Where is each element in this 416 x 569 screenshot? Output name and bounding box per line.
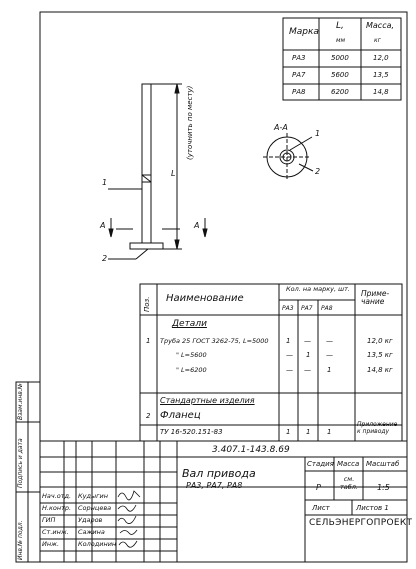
staff-role: Н.контр. (42, 504, 72, 512)
spec-row-note: 12,0 кг (367, 337, 393, 345)
staff-name: Сажина (78, 528, 105, 536)
cut-label-left: А (100, 221, 106, 230)
sheets-label: Листов 1 (356, 504, 389, 512)
title-line-2: РА3, РА7, РА8 (186, 481, 243, 490)
spec-section-details: Детали (172, 319, 207, 329)
scale-header: Масштаб (366, 460, 400, 468)
mass-row-length: 5600 (331, 71, 349, 79)
signature-2 (118, 505, 136, 511)
staff-name: Сорнцева (78, 504, 112, 512)
spec-row-q1: 1 (286, 428, 291, 436)
mass-row-mark: РА7 (292, 71, 306, 79)
signature-5 (119, 541, 137, 547)
staff-role: Инж. (42, 540, 60, 548)
scale-value: 1:5 (377, 483, 390, 492)
spec-row-pos: 2 (146, 412, 151, 420)
spec-row-name: ТУ 16-520.151-83 (160, 428, 223, 436)
mass-row-length: 5000 (331, 54, 349, 62)
pipe-lower (142, 175, 151, 243)
spec-row-pos: 1 (146, 337, 151, 345)
spec-row-q2: — (304, 337, 311, 345)
side-inv-orig: Инв.№ подл. (17, 520, 24, 560)
mass-table-header-mark: Марка (289, 27, 319, 37)
spec-row-name: Труба 25 ГОСТ 3262-75, L=5000 (160, 337, 269, 345)
stage-value: Р (316, 483, 321, 492)
spec-col-mark-3: РА8 (321, 305, 333, 312)
spec-row-q3: 1 (327, 428, 332, 436)
staff-role: Ст.инж. (42, 528, 69, 536)
spec-row-name: Фланец (160, 410, 201, 421)
spec-row-q3: — (326, 351, 333, 359)
spec-section-standard: Стандартные изделия (160, 396, 255, 405)
spec-col-note: Приме- чание (361, 289, 390, 306)
staff-role: Нач.отд. (42, 492, 72, 500)
callout-2: 2 (102, 254, 108, 263)
mass-row-mass: 14,8 (373, 88, 389, 96)
mass-row-mass: 13,5 (373, 71, 389, 79)
section-callout-2: 2 (315, 167, 321, 176)
section-callout-1: 1 (315, 129, 321, 138)
flange (130, 243, 163, 249)
signature-3 (118, 516, 136, 524)
mass-row-mark: РА8 (292, 88, 306, 96)
signature-1 (118, 491, 140, 500)
spec-col-name: Наименование (166, 293, 244, 304)
stage-header: Стадия (307, 460, 334, 468)
spec-col-qty: Кол. на марку, шт. (286, 285, 350, 293)
staff-name: Колодинин (78, 540, 117, 548)
mass-header: Масса (337, 460, 360, 468)
spec-row-q1: — (286, 351, 293, 359)
mass-row-mark: РА3 (292, 54, 306, 62)
staff-name: Ударов (78, 516, 103, 524)
mass-table-header-mass: Масса, (366, 21, 395, 30)
sheet-label: Лист (312, 504, 330, 512)
staff-name: Кудыгин (78, 492, 108, 500)
mass-table-header-mm: мм (336, 37, 346, 44)
spec-row-name: " L=5600 (176, 351, 207, 359)
spec-row-q3: 1 (327, 366, 332, 374)
doc-code: 3.407.1-143.8.69 (212, 445, 290, 455)
title-line-1: Вал привода (182, 467, 256, 480)
spec-row-q2: — (304, 366, 311, 374)
spec-col-mark-1: РА3 (282, 305, 294, 312)
spec-row-note: 14,8 кг (367, 366, 393, 374)
staff-role: ГИП (42, 516, 56, 524)
mass-row-mass: 12,0 (373, 54, 389, 62)
spec-row-q2: 1 (306, 428, 311, 436)
organization: СЕЛЬЭНЕРГОПРОЕКТ (309, 518, 413, 528)
spec-row-q2: 1 (306, 351, 311, 359)
side-sign-date: Подпись и дата (17, 438, 24, 488)
spec-row-name: " L=6200 (176, 366, 207, 374)
pipe-upper (142, 84, 151, 182)
spec-row-q3: — (326, 337, 333, 345)
spec-row-q1: 1 (286, 337, 291, 345)
mass-table-header-kg: кг (374, 37, 381, 44)
spec-row-q1: — (286, 366, 293, 374)
length-note: (уточнить по месту) (186, 85, 194, 160)
mass-table-header-length: L, (336, 21, 344, 31)
spec-col-pos: Поз. (143, 296, 151, 312)
spec-col-mark-2: РА7 (301, 305, 313, 312)
mass-value: см. табл. (340, 475, 358, 491)
spec-row-note: 13,5 кг (367, 351, 393, 359)
cut-label-right: А (194, 221, 200, 230)
section-label: А-А (274, 123, 288, 132)
side-inv-dup: Взам.инв.№ (17, 383, 24, 420)
callout-1: 1 (102, 178, 108, 187)
signature-4 (120, 530, 137, 534)
length-label: L (171, 169, 176, 178)
mass-row-length: 6200 (331, 88, 349, 96)
spec-row-note: Приложение к приводу (357, 421, 398, 435)
